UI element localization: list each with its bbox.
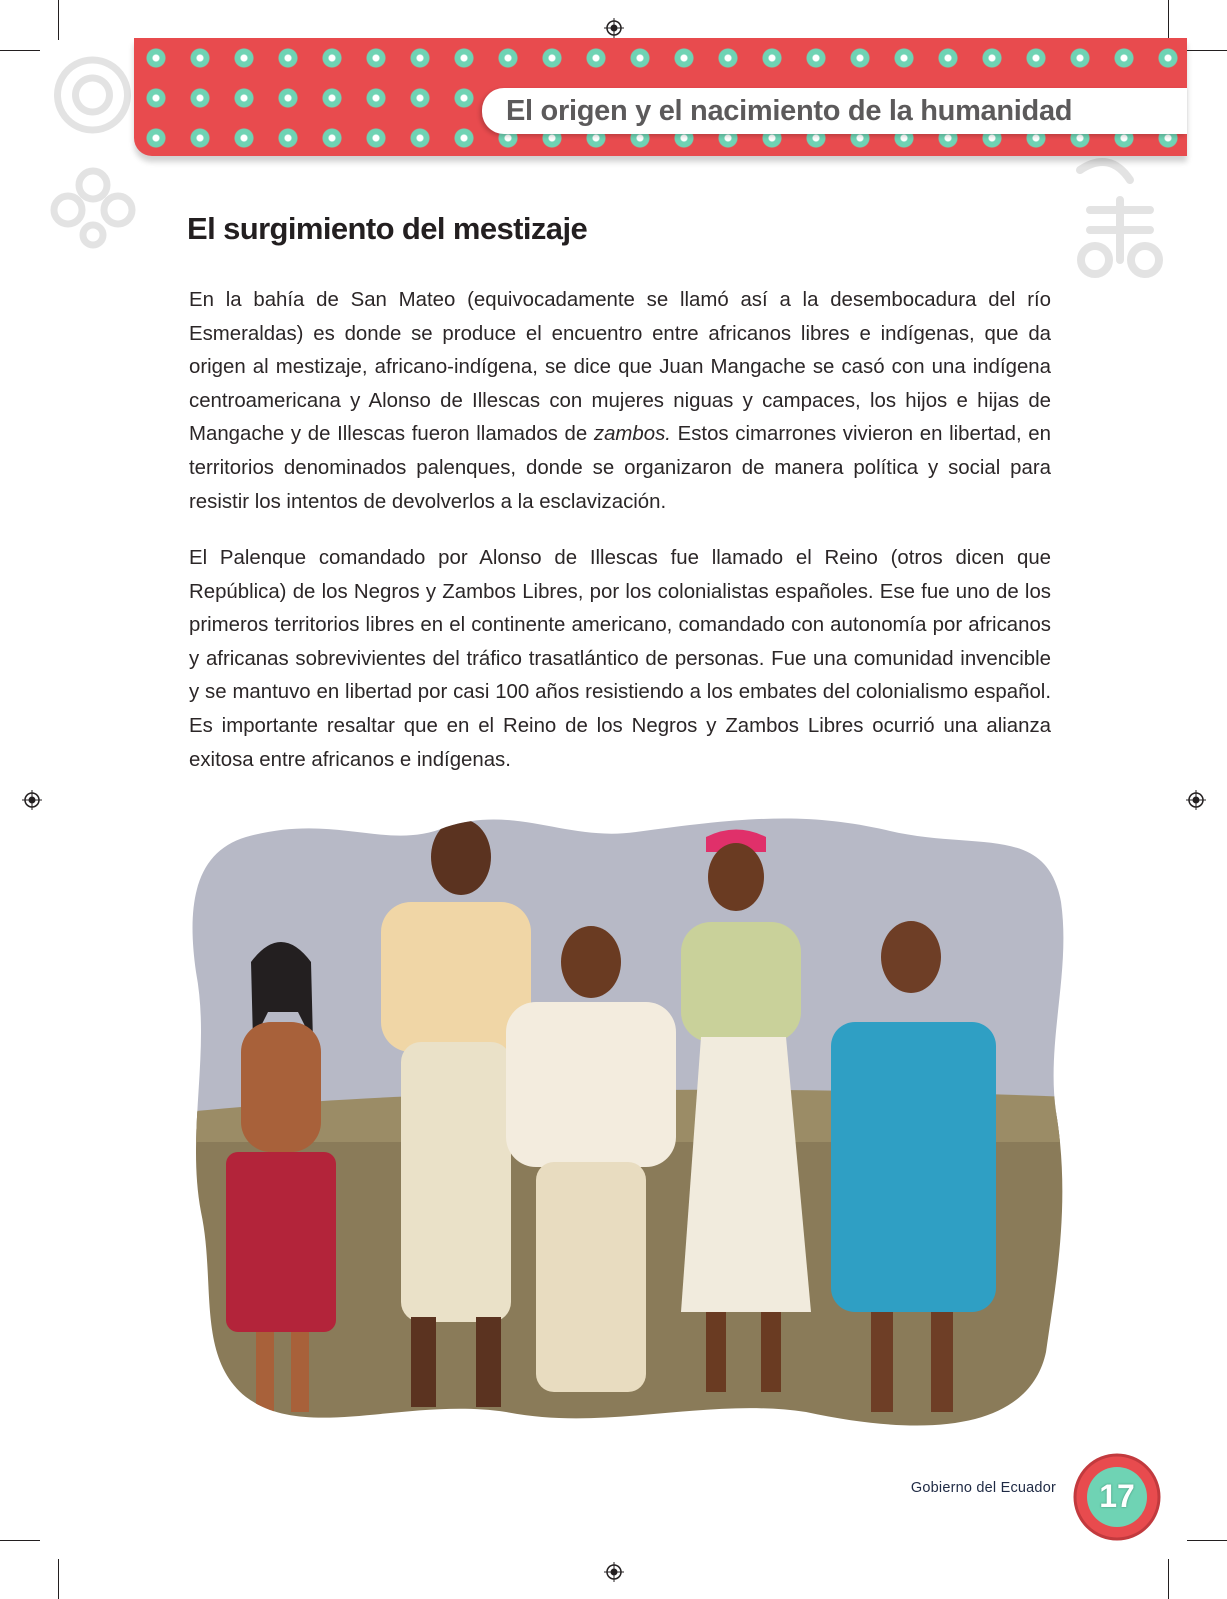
page-title: El surgimiento del mestizaje [187, 211, 588, 246]
registration-mark-icon [604, 18, 624, 38]
registration-mark-icon [1186, 790, 1206, 810]
header-title: El origen y el nacimiento de la humanidad [506, 95, 1073, 127]
page-number: 17 [1099, 1478, 1135, 1514]
crop-mark [58, 1559, 59, 1599]
crop-mark [58, 0, 59, 40]
crop-mark [0, 50, 40, 51]
crop-mark [1168, 1559, 1169, 1599]
crop-mark [1187, 1540, 1227, 1541]
footer-label: Gobierno del Ecuador [910, 1480, 1056, 1496]
paragraph-2: El Palenque comandado por Alonso de Illescas fue llamado el Reino (otros dicen que República) de los Negros y Zambos Libres, por los colonialistas españoles. Ese fue uno de los primeros territorios libres en el continente americano, comandado con autonomía por africanos y africanas sobrevivientes del tráfico trasatlántico de personas. Fue una comunidad invencible y se mantuvo en libertad por casi 100 años resistiendo a los embates del colonialismo español. Es importante resaltar que en el Reino de los Negros y Zambos Libres ocurrió una alianza exitosa entre africanos e indígenas. [189, 547, 1051, 771]
crop-mark [1187, 50, 1227, 51]
spiral-ornament-icon [38, 40, 148, 250]
paragraph-1-text-a: En la bahía de San Mateo (equivocadamente se llamó así a la desembocadura del río Esmeraldas) es donde se produce el encuentro entre africanos libres e indígenas, que da origen al mestizaje, africano-indígena, se dice que Juan Mangache se casó con una indígena centroamericana y Alonso de Illescas con mujeres niguas y campaces, los hijos e hijas de Mangache y de Illescas fueron llamados de [189, 289, 1051, 446]
paragraph-1-text-b: Estos cimarrones vivieron en libertad, en territorios denominados palenques, donde se organizaron de manera política y social para resistir los intentos de devolverlos a la esclavización. [189, 423, 1051, 513]
registration-mark-icon [22, 790, 42, 810]
registration-mark-icon [604, 1562, 624, 1582]
group-of-five-people-illustration [186, 812, 1071, 1442]
paragraph-1-italic-term: zambos. [593, 423, 671, 446]
paragraph-1 [189, 284, 1051, 519]
crop-mark [0, 1540, 40, 1541]
crop-mark [1168, 0, 1169, 40]
spiral-ornament-icon [1060, 150, 1170, 290]
